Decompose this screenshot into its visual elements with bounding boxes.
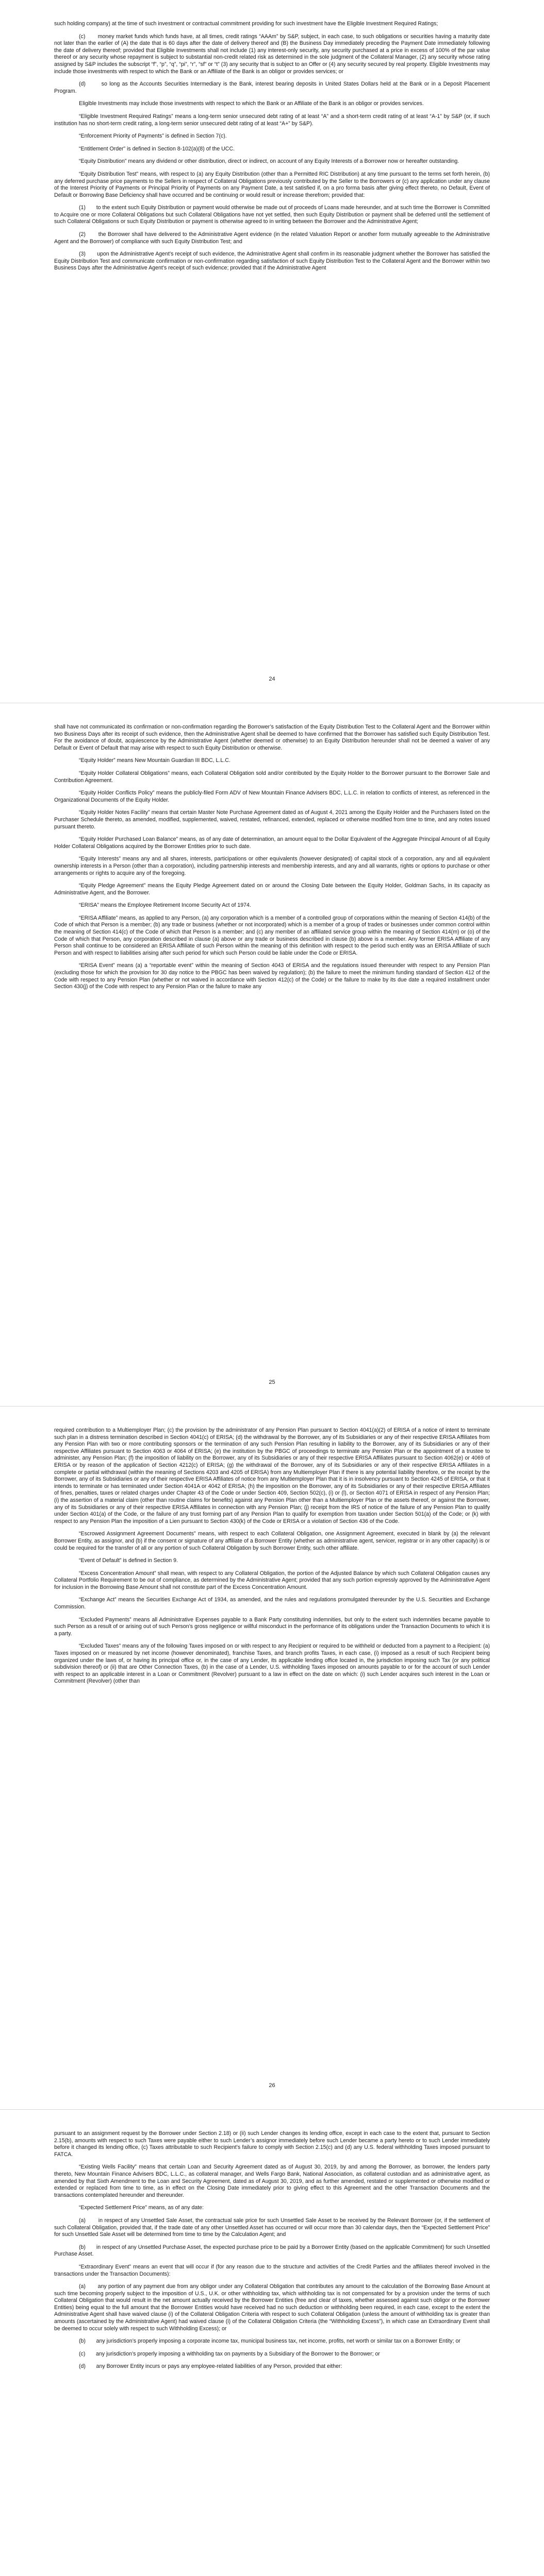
paragraph: (c) any jurisdiction’s properly imposing a withholding tax on payments by a Subsidiary of the Borrower to the Borrower; or (79, 2350, 380, 2357)
paragraph: “ERISA Event” means (a) a “reportable event” within the meaning of Section 4043 of ERISA and the regulations issued thereunder with respect to any Pension Plan (excluding those for which the provision for 30 day notice to the PBGC has been waived by regulation); (b) the failure to meet the minimum funding standard of Section 412 of the Code with respect to any Pension Plan (whether or not waived in accordance with Section 412(c) of the Code) or the failure to make by its due date a required installment under Section 430(j) of the Code with respect to any Pension Plan or the failure to make any (54, 962, 490, 990)
paragraph: “Equity Holder Purchased Loan Balance” means, as of any date of determination, an amount equal to the Dollar Equivalent of the Aggregate Principal Amount of all Equity Holder Collateral Obligations acquired by the Borrower Entities prior to such date. (54, 836, 490, 850)
page-body (54, 21, 490, 278)
page-body (54, 724, 490, 996)
paragraph: (a) in respect of any Unsettled Sale Asset, the contractual sale price for such Unsettled Sale Asset to be received by the Relevant Borrower (or, if the settlement of such Collateral Obligation, provided that, if the trade date of any other Unsettled Asset has occurred or will occur more than 30 calendar days, then the “Expected Settlement Price” for such Unsettled Sale Asset will be determined from time to time by the Calculation Agent; and (54, 2217, 490, 2238)
paragraph: required contribution to a Multiemployer Plan; (c) the provision by the administrator of any Pension Plan pursuant to Section 4041(a)(2) of ERISA of a notice of intent to terminate such plan in a distress termination described in Section 4041(c) of ERISA; (d) the withdrawal by the Borrower, any of its Subsidiaries or any of their respective ERISA Affiliates from any Pension Plan with two or more contributing sponsors or the termination of any such Pension Plan resulting in liability to the Borrower, any of its Subsidiaries or any of their respective Affiliates pursuant to Section 4063 or 4064 of ERISA; (e) the institution by the PBGC of proceedings to terminate any Pension Plan or the appointment of a trustee to administer, any Pension Plan; (f) the imposition of liability on the Borrower, any of its Subsidiaries or any of their respective ERISA Affiliates pursuant to Section 4062(e) or 4069 of ERISA or by reason of the application of Section 4212(c) of ERISA; (g) the withdrawal of the Borrower, any of its Subsidiaries or any of their respective ERISA Affiliates in a complete or partial withdrawal (within the meaning of Sections 4203 and 4205 of ERISA) from any Multiemployer Plan if there is any potential liability therefore, or the receipt by the Borrower, any of its Subsidiaries or any of their respective ERISA Affiliates of notice from any Multiemployer Plan that it is in insolvency pursuant to Section 4245 of ERISA, or that it intends to terminate or has terminated under Section 4041A or 4042 of ERISA; (h) the imposition on the Borrower, any of its Subsidiaries or any of their respective ERISA Affiliates of fines, penalties, taxes or related charges under Chapter 43 of the Code or under Section 409, Section 502(c), (i) or (l), or Section 4071 of ERISA in respect of any Pension Plan; (i) the assertion of a material claim (other than routine claims for benefits) against any Pension Plan other than a Multiemployer Plan or the assets thereof, or against the Borrower, any of its Subsidiaries or any of their respective ERISA Affiliates in connection with any Pension Plan; (j) receipt from the IRS of notice of the failure of any Pension Plan to qualify under Section 401(a) of the Code, or the failure of any trust forming part of any Pension Plan to qualify for exemption from taxation under Section 501(a) of the Code; or (k) with respect to any Pension Plan the imposition of a Lien pursuant to Section 430(k) of the Code or ERISA or a violation of Section 436 of the Code. (54, 1427, 490, 1524)
paragraph: (b) in respect of any Unsettled Purchase Asset, the expected purchase price to be paid by a Borrower Entity (based on the applicable Commitment) for such Unsettled Purchase Asset. (54, 2244, 490, 2258)
paragraph: “Equity Holder Conflicts Policy” means the publicly-filed Form ADV of New Mountain Finance Advisers BDC, L.L.C. in relation to conflicts of interest, as referenced in the Organizational Documents of the Equity Holder. (54, 790, 490, 803)
paragraph: (a) any portion of any payment due from any obligor under any Collateral Obligation that contributes any amount to the calculation of the Borrowing Base Amount at such time becoming properly subject to the imposition of U.S., U.K. or other withholding tax, which withholding tax is not compensated for by a provision under the terms of such Collateral Obligation that would result in the net amount actually received by the Borrower Entities (free and clear of taxes, whether assessed against such obligor or the Borrower Entities) being equal to the full amount that the Borrower Entities would have received had no such deduction or withholding been required, in each case, except to the extent the Administrative Agent shall have waived clause (i) of the Collateral Obligation Criteria with respect to such Collateral Obligation (unless the amount of withholding tax is greater than amounts (ascertained by the Administrative Agent) had waived clause (i) of the Collateral Obligation Criteria (the “Withholding Excess”), in which case an Extraordinary Event shall be deemed to occur solely with respect to such Withholding Excess); or (54, 2283, 490, 2332)
paragraph: pursuant to an assignment request by the Borrower under Section 2.18) or (ii) such Lender changes its lending office, except in each case to the extent that, pursuant to Section 2.15(b), amounts with respect to such Taxes were payable either to such Lender’s assignor immediately before such Lender became a party hereto or to such Lender immediately before it changed its lending office, (c) Taxes attributable to such Recipient’s failure to comply with Section 2.15(c) and (d) any U.S. federal withholding Taxes imposed pursuant to FATCA. (54, 2130, 490, 2158)
paragraph: “Extraordinary Event” means an event that will occur if (for any reason due to the structure and activities of the Credit Parties and the affiliates thereof involved in the transactions under the Transaction Documents): (54, 2263, 490, 2277)
paragraph: (b) any jurisdiction’s properly imposing a corporate income tax, municipal business tax, net income, profits, net worth or similar tax on a Borrower Entity; or (79, 2338, 460, 2345)
document-page (0, 2110, 544, 2576)
paragraph: Eligible Investments may include those investments with respect to which the Bank or an Affiliate of the Bank is an obligor or provides services. (79, 100, 424, 107)
document-page (0, 0, 544, 703)
paragraph: “Existing Wells Facility” means that certain Loan and Security Agreement dated as of August 30, 2019, by and among the Borrower, as borrower, the lenders party thereto, New Mountain Finance Advisers BDC, L.L.C., as collateral manager, and Wells Fargo Bank, National Association, as collateral custodian and as administrative agent, as amended by that Sixth Amendment to the Loan and Security Agreement, dated as of August 30, 2019, and as further amended, restated or supplemented or otherwise modified or extended or replaced from time to time, as in effect on the Closing Date immediately prior to giving effect to this Agreement and the other Transaction Documents and the transactions contemplated hereunder and thereunder. (54, 2164, 490, 2198)
paragraph: “Equity Holder Collateral Obligations” means, each Collateral Obligation sold and/or contributed by the Equity Holder to the Borrower pursuant to the Borrower Sale and Contribution Agreement. (54, 770, 490, 784)
paragraph: “Exchange Act” means the Securities Exchange Act of 1934, as amended, and the rules and regulations promulgated thereunder by the U.S. Securities and Exchange Commission. (54, 1597, 490, 1611)
paragraph: “Equity Holder” means New Mountain Guardian III BDC, L.L.C. (79, 757, 230, 764)
paragraph: “ERISA Affiliate” means, as applied to any Person, (a) any corporation which is a member of a controlled group of corporations within the meaning of Section 414(b) of the Code of which that Person is a member; (b) any trade or business (whether or not incorporated) which is a member of a group of trades or businesses under common control within the meaning of Section 414(c) of the Code of which that Person is a member; and (c) any member of an affiliated service group within the meaning of Section 414(m) or (o) of the Code of which that Person, any corporation described in clause (a) above or any trade or business described in clause (b) above is a member. Any former ERISA Affiliate of any Person shall continue to be considered an ERISA Affiliate of such Person within the meaning of this definition with respect to the period such entity was an ERISA Affiliate of such Person and with respect to liabilities arising after such period for which such Person could be liable under the Code or ERISA. (54, 914, 490, 956)
paragraph: “Enforcement Priority of Payments” is defined in Section 7(c). (79, 133, 227, 140)
paragraph: (1) to the extent such Equity Distribution or payment would otherwise be made out of proceeds of Loans made hereunder, and at such time the Borrower is Committed to Acquire one or more Collateral Obligations but such Collateral Obligations have not yet settled, then such Equity Distribution or payment shall be deferred until the settlement of such Collateral Obligations or such Equity Distribution or payment is otherwise agreed to in writing between the Borrower and the Administrative Agent; (54, 205, 490, 225)
paragraph: (d) so long as the Accounts Securities Intermediary is the Bank, interest bearing deposits in United States Dollars held at the Bank or in a Deposit Placement Program. (54, 81, 490, 94)
document-page (0, 703, 544, 1406)
document-page (0, 1406, 544, 2110)
page-body (54, 2130, 490, 2376)
paragraph: “ERISA” means the Employee Retirement Income Security Act of 1974. (79, 902, 251, 909)
page-number: 25 (269, 1379, 275, 1385)
paragraph: “Equity Pledge Agreement” means the Equity Pledge Agreement dated on or around the Closing Date between the Equity Holder, Goldman Sachs, in its capacity as Administrative Agent, and the Borrower. (54, 883, 490, 896)
paragraph: “Event of Default” is defined in Section 9. (79, 1557, 178, 1564)
paragraph: such holding company) at the time of such investment or contractual commitment providing for such investment have the Eligible Investment Required Ratings; (54, 21, 438, 27)
paragraph: “Equity Interests” means any and all shares, interests, participations or other equivalents (however designated) of capital stock of a corporation, any and all equivalent ownership interests in a Person (other than a corporation), including partnership interests and membership interests, and any and all warrants, rights or options to purchase or other arrangements or rights to acquire any of the foregoing. (54, 856, 490, 876)
paragraph: “Entitlement Order” is defined in Section 8-102(a)(8) of the UCC. (79, 145, 235, 152)
paragraph: (3) upon the Administrative Agent’s receipt of such evidence, the Administrative Agent shall confirm in its reasonable judgment whether the Borrower has satisfied the Equity Distribution Test and communicate confirmation or non-confirmation regarding satisfaction of such Equity Distribution Test to the Collateral Agent and the Borrower within two Business Days after the Administrative Agent’s receipt of such evidence; provided that if the Administrative Agent (54, 251, 490, 272)
paragraph: “Expected Settlement Price” means, as of any date: (79, 2205, 204, 2211)
paragraph: (2) the Borrower shall have delivered to the Administrative Agent evidence (in the related Valuation Report or another form mutually agreeable to the Administrative Agent and the Borrower) of compliance with such Equity Distribution Test; and (54, 231, 490, 245)
paragraph: (d) any Borrower Entity incurs or pays any employee-related liabilities of any Person, provided that either: (79, 2363, 342, 2370)
paragraph: shall have not communicated its confirmation or non-confirmation regarding the Borrower’s satisfaction of the Equity Distribution Test to the Collateral Agent and the Borrower within two Business Days after its receipt of such evidence, then the Administrative Agent shall be deemed to have confirmed that the Borrower has satisfied such Equity Distribution Test. For the avoidance of doubt, acquiescence by the Administrative Agent (whether deemed or otherwise) to an Equity Distribution hereunder shall not be deemed a waiver of any Default or Event of Default that may arise with respect to such Equity Distribution or otherwise. (54, 724, 490, 751)
paragraph: “Excluded Taxes” means any of the following Taxes imposed on or with respect to any Recipient or required to be withheld or deducted from a payment to a Recipient: (a) Taxes imposed on or measured by net income (however denominated), franchise Taxes, and branch profits Taxes, in each case, (i) imposed as a result of such Recipient being organized under the laws of, or having its principal office or, in the case of any Lender, its applicable lending office located in, the jurisdiction imposing such Tax (or any political subdivision thereof) or (ii) that are Other Connection Taxes, (b) in the case of a Lender, U.S. withholding Taxes imposed on amounts payable to or for the account of such Lender with respect to an applicable interest in a Loan or Commitment (Revolver) pursuant to a law in effect on the date on which: (i) such Lender acquires such interest in the Loan or Commitment (Revolver) (other than (54, 1643, 490, 1685)
page-number: 26 (269, 2082, 275, 2089)
paragraph: “Excluded Payments” means all Administrative Expenses payable to a Bank Party constituting indemnities, but only to the extent such indemnities became payable to such Person as a result of or arising out of such Person’s gross negligence or willful misconduct in the performance of its obligations under the Transaction Documents to which it is a party. (54, 1616, 490, 1637)
paragraph: “Escrowed Assignment Agreement Documents” means, with respect to each Collateral Obligation, one Assignment Agreement, executed in blank by (a) the relevant Borrower Entity, as assignor, and (b) if the consent or signature of any affiliate of a Borrower Entity (whether as administrative agent, servicer, registrar or in any other capacity) is or could be required for the transfer of all or any portion of such Collateral Obligation by such Borrower Entity, such other affiliate. (54, 1531, 490, 1551)
page-body (54, 1427, 490, 1691)
paragraph: “Excess Concentration Amount” shall mean, with respect to any Collateral Obligation, the portion of the Adjusted Balance by which such Collateral Obligation causes any Collateral Portfolio Requirement to be out of compliance, as determined by the Administrative Agent; provided that any such portion expressly approved by the Administrative Agent for inclusion in the Borrowing Base Amount shall not constitute part of the Excess Concentration Amount. (54, 1570, 490, 1590)
paragraph: “Equity Holder Notes Facility” means that certain Master Note Purchase Agreement dated as of August 4, 2021 among the Equity Holder and the Purchasers listed on the Purchaser Schedule thereto, as amended, modified, supplemented, waived, restated, refinanced, extended, replaced or otherwise modified from time to time, and any notes issued pursuant thereto. (54, 809, 490, 830)
paragraph: “Equity Distribution Test” means, with respect to (a) any Equity Distribution (other than a Permitted RIC Distribution) at any time pursuant to the terms set forth herein, (b) any deferred purchase price payments to the Sellers in respect of Collateral Obligations previously contributed by the Seller to the Borrowers or (c) any application under any clause of the Interest Priority of Payments or Principal Priority of Payments on any Payment Date, a test satisfied if, on a pro forma basis after giving effect thereto, no Default, Event of Default or Borrowing Base Deficiency shall have occurred and be continuing or would result or increase therefrom; provided that: (54, 171, 490, 198)
page-number: 24 (269, 676, 275, 682)
paragraph: “Eligible Investment Required Ratings” means a long-term senior unsecured debt rating of at least “A” and a short-term credit rating of at least “A-1” by S&P (or, if such institution has no short-term credit rating, a long-term senior unsecured debt rating of at least “A+” by S&P). (54, 113, 490, 127)
paragraph: (c) money market funds which funds have, at all times, credit ratings “AAAm” by S&P, subject, in each case, to such obligations or securities having a maturity date not later than the earlier of (A) the date that is 60 days after the date of delivery thereof and (B) the Business Day immediately preceding the Payment Date immediately following the date of delivery thereof; provided that Eligible Investments shall not include (1) any interest-only security, any security purchased at a price in excess of 100% of the par value thereof or any security whose repayment is subject to substantial non-credit related risk as determined in the sole judgment of the Collateral Manager, (2) any security whose rating assigned by S&P includes the subscript “f”, “p”, “q”, “pi”, “r”, “sf” or “t” (3) any security that is subject to an Offer or (4) any security secured by real property. Eligible Investments may include those investments with respect to which the Bank or an Affiliate of the Bank is an obligor or provides services; or (54, 33, 490, 75)
paragraph: “Equity Distribution” means any dividend or other distribution, direct or indirect, on account of any Equity Interests of a Borrower now or hereafter outstanding. (79, 158, 459, 165)
